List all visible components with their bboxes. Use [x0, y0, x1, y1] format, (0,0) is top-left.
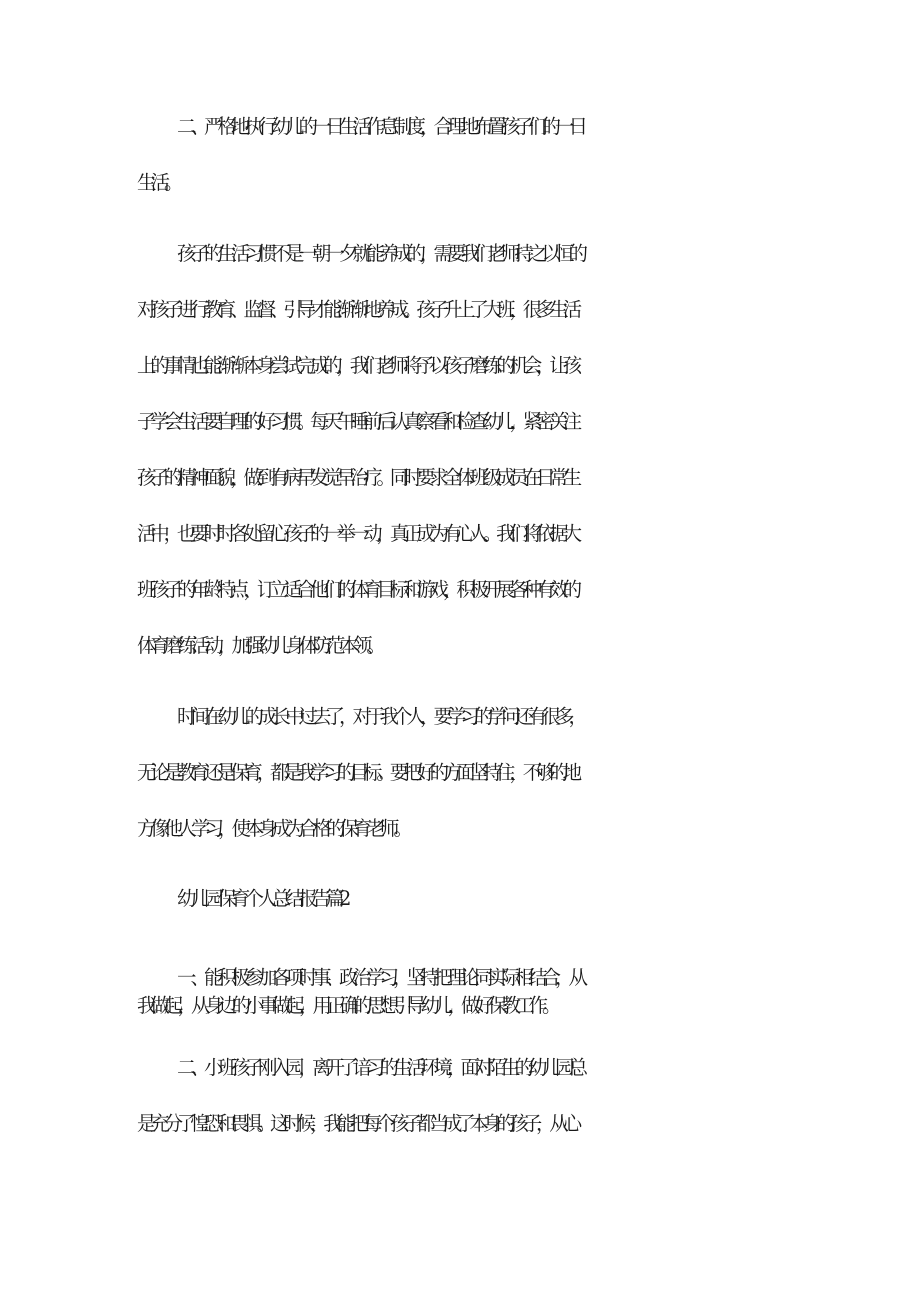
paragraph-2-line-3: 上的事情也能渐渐本身尝试完成的，我们老师将予以孩子磨练的机会，让孩 — [137, 354, 576, 377]
paragraph-2-line-2: 对孩子进行教育、监督、引导才能渐渐地养成。孩子升上了大班，很多生活 — [137, 298, 576, 321]
paragraph-2-line-1: 孩子的生活习惯不是一朝一夕就能养成的，需要我们老师持之以恒的 — [177, 242, 583, 265]
paragraph-2-line-7: 班孩子的年龄特点，订立适合他们的体育目标和游戏，积极开展各种有效的 — [137, 578, 576, 601]
paragraph-1-line-1: 二、严格地执行幼儿的一日生活作息制度，合理地布置孩子们的一日 — [177, 115, 583, 138]
paragraph-4-line-2: 我做起，从身边的小事做起，用正确的思想引导幼儿，做好保教工作。 — [137, 994, 556, 1017]
paragraph-1-line-2: 生活。 — [137, 171, 178, 194]
paragraph-3-line-2: 无论是教育还是保育，都是我学习的目标。要把好的方面坚持住，不够的地 — [137, 761, 576, 784]
paragraph-5-line-2: 是充分了惶恐和畏惧。这时候，我能把每个孩子都当成了本身的孩子，从心 — [137, 1112, 576, 1135]
paragraph-2-line-5: 孩子的精神面貌，做到有病早发觉早治疗。同时要求全体班级成员在日常生 — [137, 466, 576, 489]
paragraph-3-line-1: 时间在幼儿的成长中过去了，对于我个人，要学习的学问还有很多， — [177, 705, 583, 728]
section-heading: 幼儿园保育个人总结报告篇2 — [177, 887, 346, 910]
paragraph-2-line-4: 子学会生活要自理的好习惯。每天午睡前后认真察看和检查幼儿，紧密关注 — [137, 410, 576, 433]
paragraph-5-line-1: 二、小班孩子刚入园，离开了谙习的生活环境，面对陌生的幼儿园总 — [177, 1056, 583, 1079]
paragraph-4-line-1: 一、能积极参加各项时事、政治学习，坚持把理论同实际相结合，从 — [177, 966, 583, 989]
paragraph-2-line-8: 体育磨练活动，加强幼儿身体防范本领。 — [137, 634, 381, 657]
paragraph-2-line-6: 活中，也要时时各处留心孩子的一举一动，真正成为有心人。我们将依据大 — [137, 522, 576, 545]
paragraph-3-line-3: 方像他人学习，使本身成为合格的保育老师。 — [137, 817, 408, 840]
